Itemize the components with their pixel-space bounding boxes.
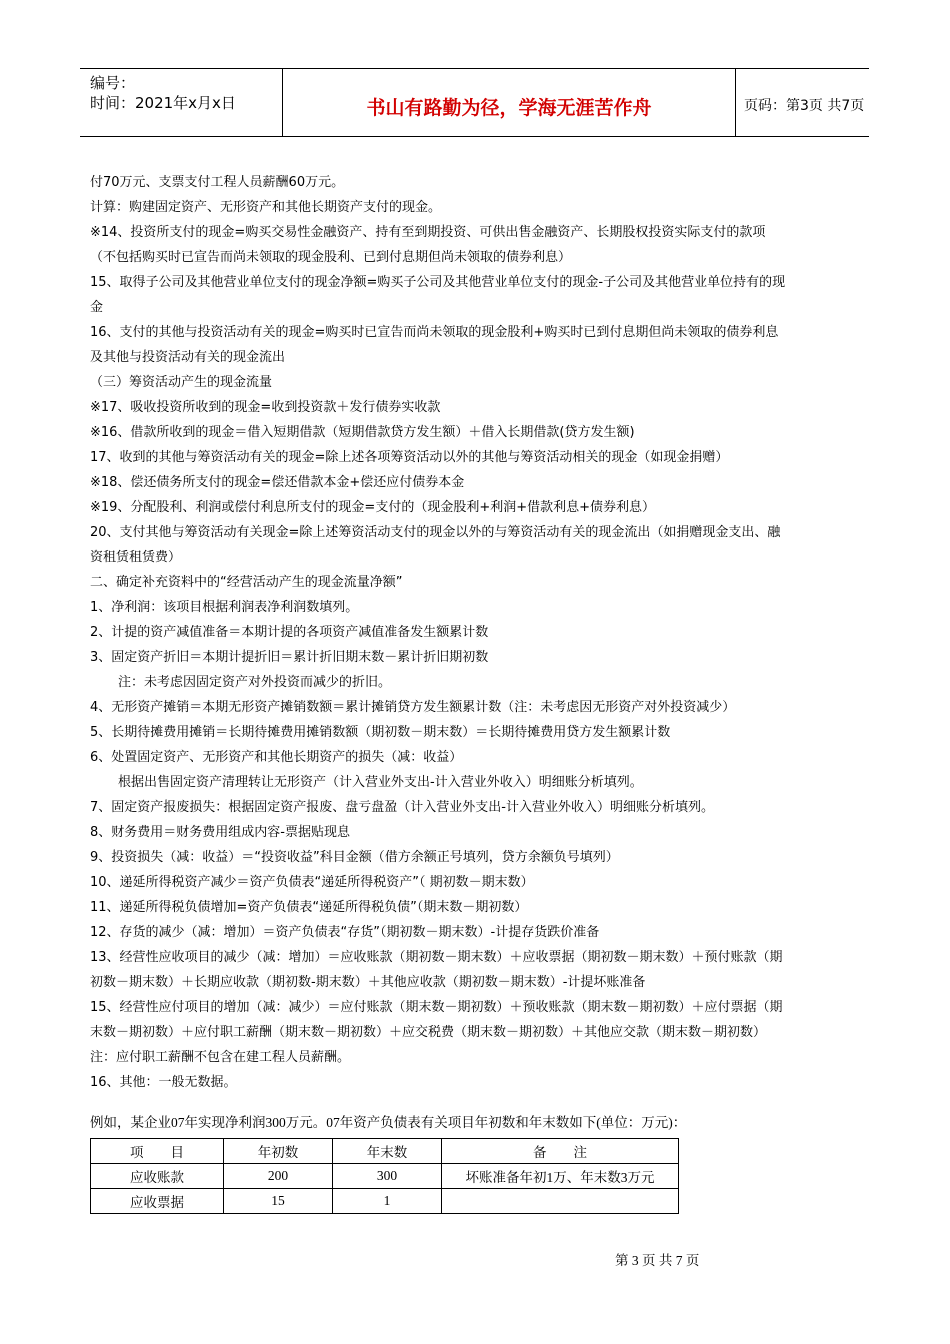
table-header: 项 目 xyxy=(91,1139,224,1164)
date-label: 时间：2021年x月x日 xyxy=(90,94,236,112)
section-heading: （三）筹资活动产生的现金流量 xyxy=(90,375,273,390)
header-motto-cell xyxy=(283,69,736,136)
table-cell xyxy=(442,1189,679,1214)
text-line: 8、财务费用＝财务费用组成内容-票据贴现息 xyxy=(90,825,350,840)
text-line: 15、经营性应付项目的增加（减：减少）＝应付账款（期末数－期初数）＋预收账款（期末数－期初数）＋应付票据（期 xyxy=(90,1000,783,1015)
text-line: 金 xyxy=(90,300,104,315)
spacer xyxy=(90,1095,870,1111)
text-line: 资租赁租赁费） xyxy=(90,550,182,565)
page-info: 页码：第3页 共7页 xyxy=(744,98,865,114)
table-header: 年末数 xyxy=(333,1139,442,1164)
note-line: 注：未考虑因固定资产对外投资而减少的折旧。 xyxy=(118,675,392,690)
table-cell: 200 xyxy=(224,1164,333,1189)
table-row xyxy=(91,1164,679,1189)
text-line: 5、长期待摊费用摊销＝长期待摊费用摊销数额（期初数－期末数）＝长期待摊费用贷方发生额累计数 xyxy=(90,725,671,740)
header-page-cell xyxy=(736,69,869,136)
table-cell: 300 xyxy=(333,1164,442,1189)
text-line: 4、无形资产摊销＝本期无形资产摊销数额＝累计摊销贷方发生额累计数（注：未考虑因无形资产对外投资减少） xyxy=(90,700,736,715)
text-line: 6、处置固定资产、无形资产和其他长期资产的损失（减：收益） xyxy=(90,750,463,765)
section-heading: 二、确定补充资料中的“经营活动产生的现金流量净额” xyxy=(90,575,403,590)
text-line: （不包括购买时已宣告而尚未领取的现金股利、已到付息期但尚未领取的债券利息） xyxy=(90,250,572,265)
text-line: 计算：购建固定资产、无形资产和其他长期资产支付的现金。 xyxy=(90,200,442,215)
motto-text: 书山有路勤为径，学海无涯苦作舟 xyxy=(366,97,652,119)
text-line: 15、取得子公司及其他营业单位支付的现金净额=购买子公司及其他营业单位支付的现金-子公司及其他营业单位持有的现 xyxy=(90,275,786,290)
table-cell: 应收账款 xyxy=(91,1164,224,1189)
text-line: 16、支付的其他与投资活动有关的现金=购买时已宣告而尚未领取的现金股利+购买时已到付息期但尚未领取的债券利息 xyxy=(90,325,779,340)
text-line: ※16、借款所收到的现金＝借入短期借款（短期借款贷方发生额）＋借入长期借款(贷方发生额) xyxy=(90,425,635,440)
text-line: ※18、偿还债务所支付的现金=偿还借款本金+偿还应付债券本金 xyxy=(90,475,465,490)
text-line: 7、固定资产报废损失：根据固定资产报废、盘亏盘盈（计入营业外支出-计入营业外收入）明细账分析填列。 xyxy=(90,800,714,815)
example-intro: 例如，某企业07年实现净利润300万元。07年资产负债表有关项目年初数和年末数如下(单位：万元)： xyxy=(90,1115,687,1130)
text-line: 3、固定资产折旧＝本期计提折旧＝累计折旧期末数－累计折旧期初数 xyxy=(90,650,489,665)
table-header: 年初数 xyxy=(224,1139,333,1164)
text-line: 及其他与投资活动有关的现金流出 xyxy=(90,350,286,365)
text-line: 16、其他：一般无数据。 xyxy=(90,1075,237,1090)
document-body xyxy=(90,170,870,1135)
page-header xyxy=(80,68,869,137)
note-line: 根据出售固定资产清理转让无形资产（计入营业外支出-计入营业外收入）明细账分析填列。 xyxy=(118,775,643,790)
header-meta xyxy=(80,69,283,136)
number-label: 编号： xyxy=(90,74,136,92)
table-header-row xyxy=(91,1139,679,1164)
text-line: 2、计提的资产减值准备＝本期计提的各项资产减值准备发生额累计数 xyxy=(90,625,489,640)
text-line: 1、净利润：该项目根据利润表净利润数填列。 xyxy=(90,600,359,615)
text-line: 20、支付其他与筹资活动有关现金=除上述筹资活动支付的现金以外的与筹资活动有关的现金流出（如捐赠现金支出、融 xyxy=(90,525,781,540)
table-cell: 15 xyxy=(224,1189,333,1214)
table-header: 备 注 xyxy=(442,1139,679,1164)
table-cell: 1 xyxy=(333,1189,442,1214)
text-line: 12、存货的减少（减：增加）＝资产负债表“存货”（期初数－期末数）-计提存货跌价准备 xyxy=(90,925,600,940)
text-line: ※14、投资所支付的现金=购买交易性金融资产、持有至到期投资、可供出售金融资产、长期股权投资实际支付的款项 xyxy=(90,225,766,240)
text-line: 注：应付职工薪酬不包含在建工程人员薪酬。 xyxy=(90,1050,351,1065)
page-footer: 第 3 页 共 7 页 xyxy=(615,1253,700,1268)
text-line: 11、递延所得税负债增加=资产负债表“递延所得税负债”（期末数－期初数） xyxy=(90,900,528,915)
text-line: 初数－期末数）＋长期应收款（期初数-期末数）＋其他应收款（期初数－期末数）-计提坏账准备 xyxy=(90,975,646,990)
text-line: 付70万元、支票支付工程人员薪酬60万元。 xyxy=(90,175,345,190)
text-line: 10、递延所得税资产减少＝资产负债表“递延所得税资产”（ 期初数－期末数） xyxy=(90,875,534,890)
text-line: ※17、吸收投资所收到的现金=收到投资款＋发行债券实收款 xyxy=(90,400,441,415)
table-row xyxy=(91,1189,679,1214)
table-cell: 应收票据 xyxy=(91,1189,224,1214)
balance-table xyxy=(90,1138,679,1214)
table-cell: 坏账准备年初1万、年末数3万元 xyxy=(442,1164,679,1189)
text-line: 17、收到的其他与筹资活动有关的现金=除上述各项筹资活动以外的其他与筹资活动相关的现金（如现金捐赠） xyxy=(90,450,729,465)
text-line: 9、投资损失（减：收益）＝“投资收益”科目金额（借方余额正号填列，贷方余额负号填列） xyxy=(90,850,619,865)
text-line: 末数－期初数）＋应付职工薪酬（期末数－期初数）＋应交税费（期末数－期初数）＋其他应交款（期末数－期初数） xyxy=(90,1025,767,1040)
text-line: ※19、分配股利、利润或偿付利息所支付的现金=支付的（现金股利+利润+借款利息+债券利息） xyxy=(90,500,656,515)
text-line: 13、经营性应收项目的减少（减：增加）＝应收账款（期初数－期末数）＋应收票据（期初数－期末数）＋预付账款（期 xyxy=(90,950,783,965)
